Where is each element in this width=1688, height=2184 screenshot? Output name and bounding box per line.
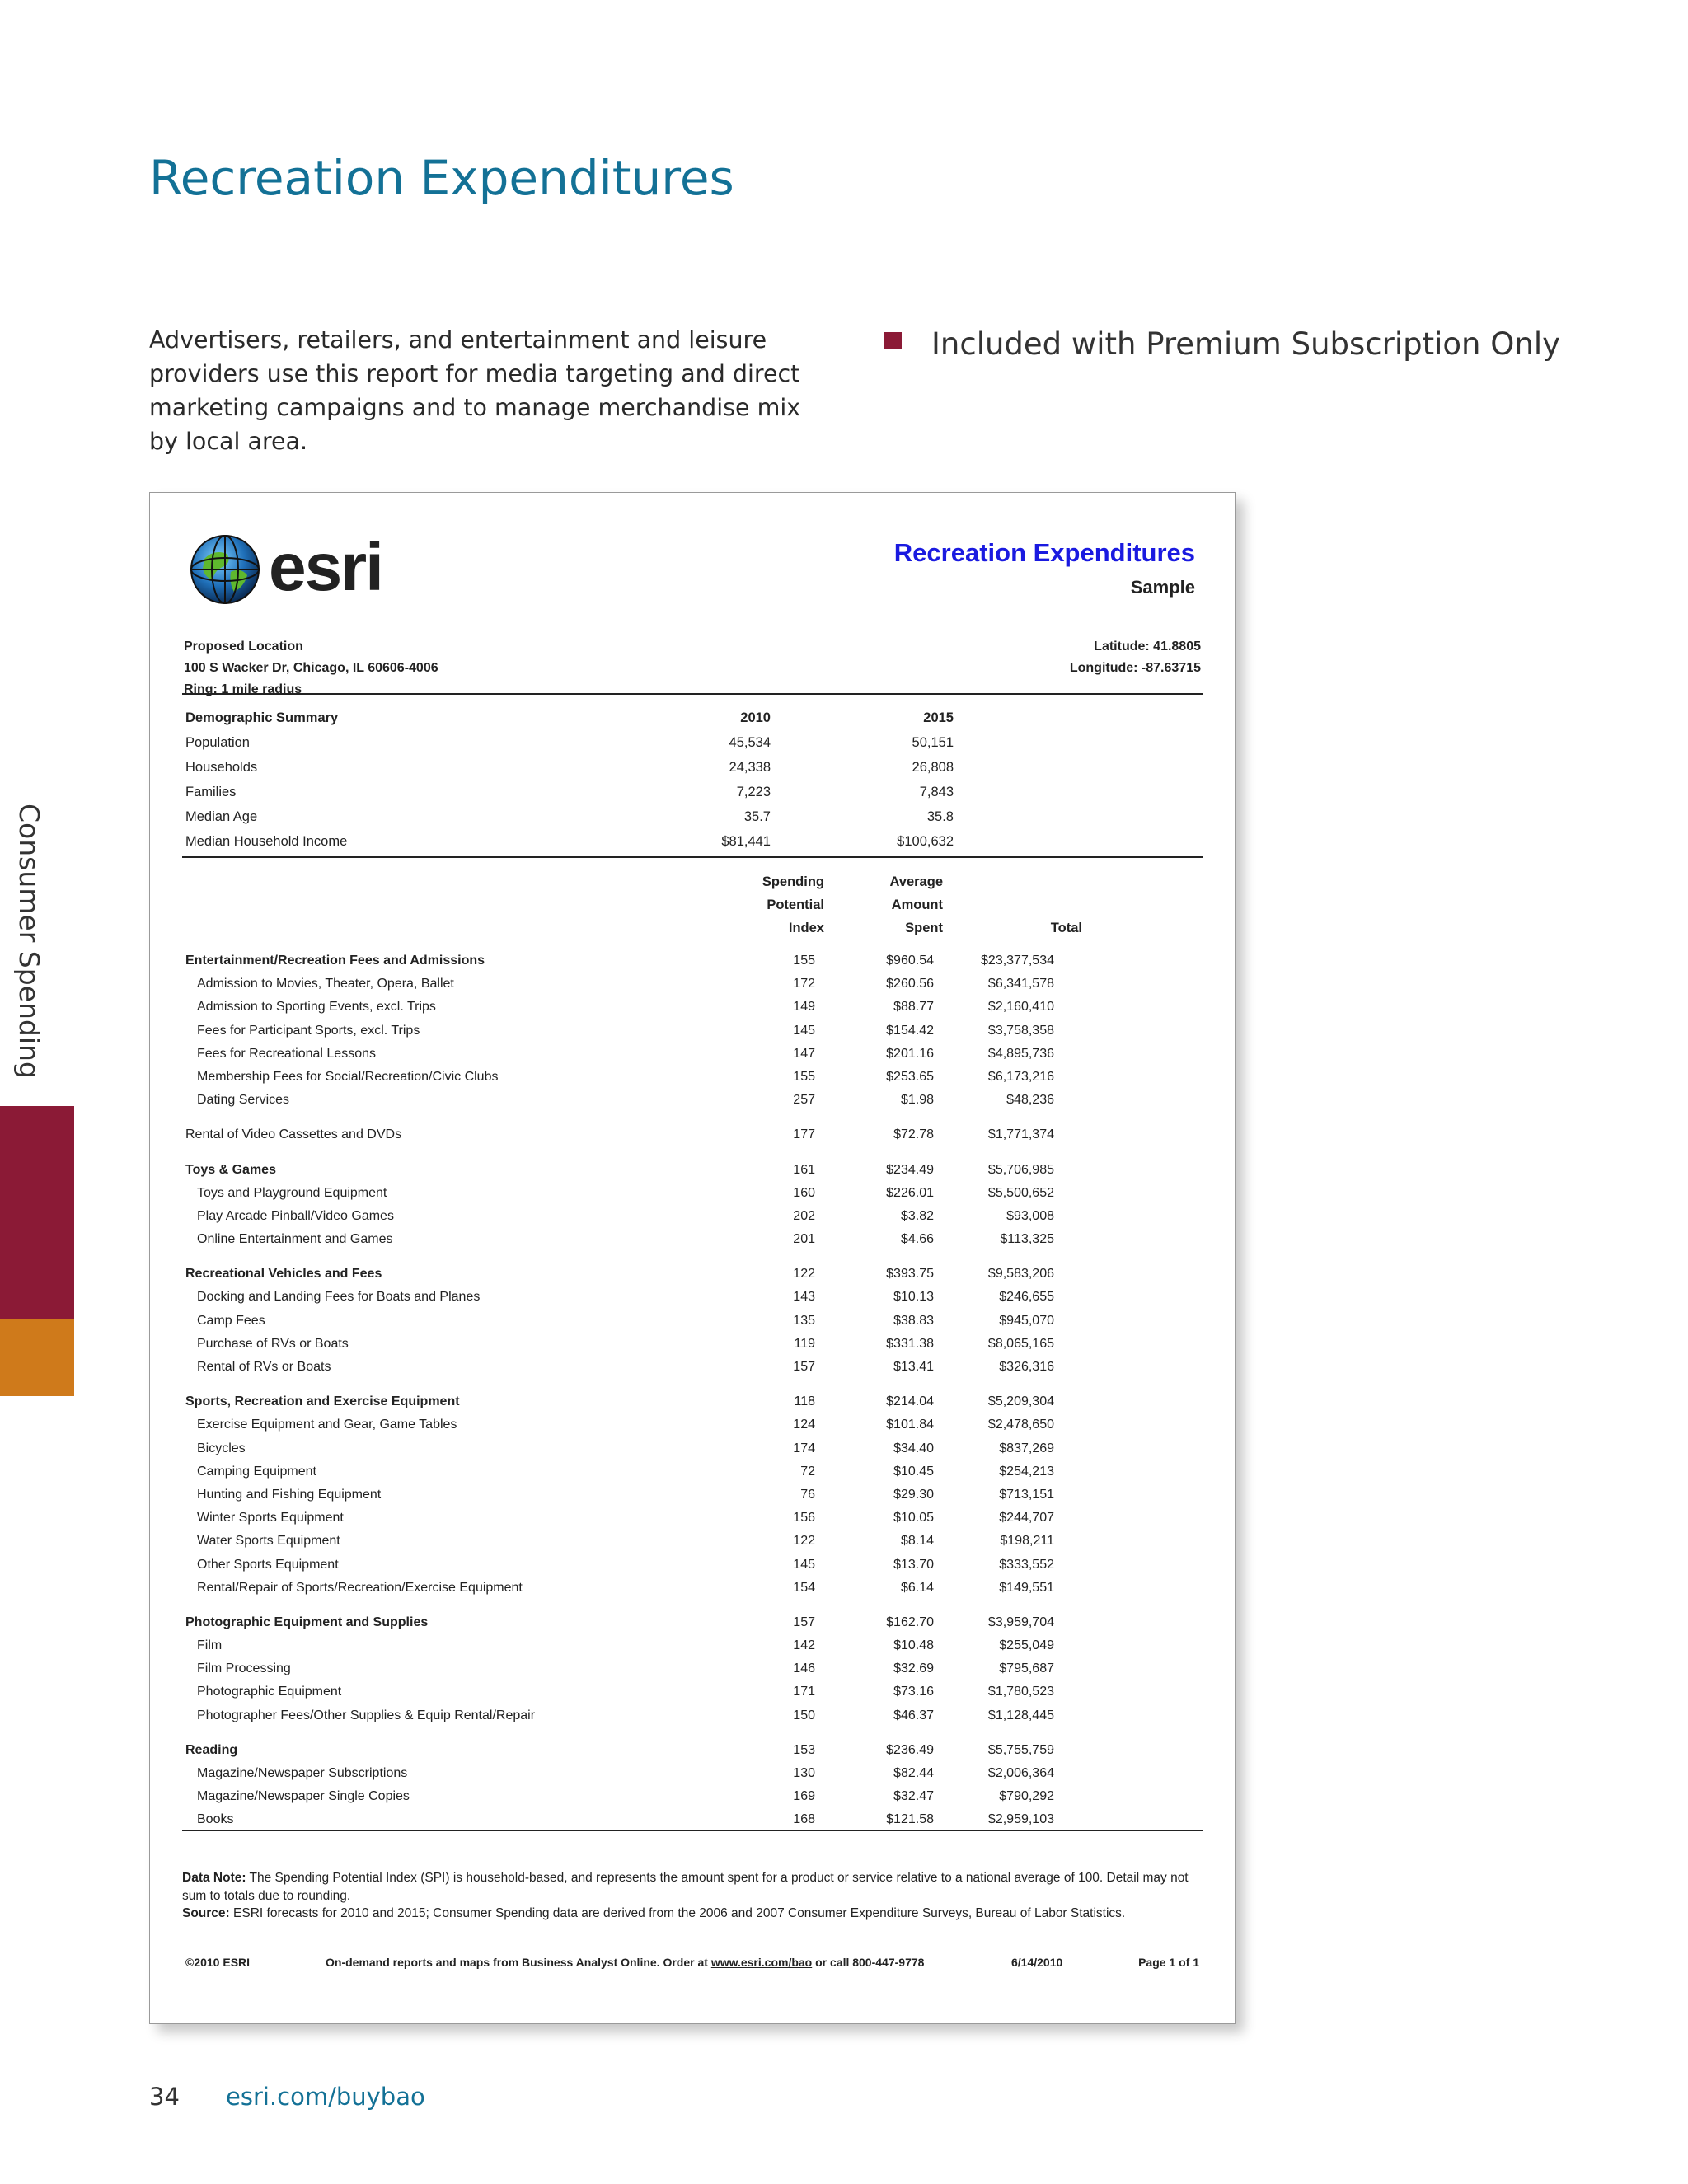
footer-url-link[interactable]: esri.com/buybao bbox=[226, 2083, 425, 2111]
header-line: Potential bbox=[767, 898, 824, 912]
header-line: Index bbox=[788, 921, 824, 935]
header-line: Spent bbox=[905, 921, 943, 935]
row-label: Admission to Movies, Theater, Opera, Ballet bbox=[197, 977, 454, 991]
value-2015: $100,632 bbox=[897, 834, 954, 849]
avg-spent-value: $154.42 bbox=[886, 1023, 934, 1038]
avg-spent-value: $32.47 bbox=[893, 1789, 934, 1804]
total-column-header: Total bbox=[1050, 921, 1082, 935]
footer-order-text: On-demand reports and maps from Business Analyst Online. Order at www.esri.com/bao or call 800-447-9778 bbox=[326, 1956, 925, 1969]
avg-spent-value: $34.40 bbox=[893, 1441, 934, 1455]
value-2015: 50,151 bbox=[912, 735, 954, 750]
subcategory-row bbox=[185, 1090, 1199, 1113]
total-value: $5,500,652 bbox=[987, 1185, 1054, 1200]
location-block bbox=[184, 636, 438, 701]
total-value: $9,583,206 bbox=[987, 1267, 1054, 1282]
total-value: $1,771,374 bbox=[987, 1127, 1054, 1142]
spi-value: 143 bbox=[793, 1290, 815, 1305]
row-label: Reading bbox=[185, 1742, 238, 1757]
premium-note bbox=[884, 326, 1560, 362]
avg-spent-value: $1.98 bbox=[900, 1093, 934, 1108]
spi-value: 257 bbox=[793, 1093, 815, 1108]
row-label: Families bbox=[185, 785, 237, 799]
total-value: $837,269 bbox=[999, 1441, 1054, 1455]
total-value: $23,377,534 bbox=[981, 954, 1054, 968]
value-2010: 24,338 bbox=[729, 760, 771, 775]
location-address: 100 S Wacker Dr, Chicago, IL 60606-4006 bbox=[184, 661, 438, 675]
avg-spent-value: $72.78 bbox=[893, 1127, 934, 1142]
spi-value: 153 bbox=[793, 1742, 815, 1757]
source-text: ESRI forecasts for 2010 and 2015; Consumer Spending data are derived from the 2006 and 2007 Consumer Expenditure Surveys, Bureau of Labor Statistics. bbox=[233, 1906, 1126, 1920]
esri-logo bbox=[190, 530, 404, 608]
location-label: Proposed Location bbox=[184, 640, 303, 654]
spi-value: 156 bbox=[793, 1511, 815, 1526]
avg-spent-value: $4.66 bbox=[900, 1232, 934, 1247]
total-value: $2,478,650 bbox=[987, 1418, 1054, 1432]
avg-spent-value: $73.16 bbox=[893, 1685, 934, 1699]
table-header-row bbox=[185, 707, 1199, 732]
report-sample bbox=[149, 492, 1236, 2024]
total-value: $1,780,523 bbox=[987, 1685, 1054, 1699]
row-label: Photographic Equipment and Supplies bbox=[185, 1615, 429, 1629]
spi-value: 146 bbox=[793, 1661, 815, 1676]
row-label: Other Sports Equipment bbox=[197, 1557, 339, 1572]
avg-spent-value: $10.45 bbox=[893, 1464, 934, 1479]
total-value: $945,070 bbox=[999, 1313, 1054, 1328]
report-subtitle: Sample bbox=[1130, 577, 1195, 598]
value-2010: 45,534 bbox=[729, 735, 771, 750]
avg-spent-value: $331.38 bbox=[886, 1336, 934, 1351]
row-label: Film bbox=[197, 1638, 223, 1653]
location-ring: Ring: 1 mile radius bbox=[184, 682, 302, 696]
row-label: Winter Sports Equipment bbox=[197, 1511, 344, 1526]
value-2010: 7,223 bbox=[736, 785, 771, 799]
total-value: $255,049 bbox=[999, 1638, 1054, 1653]
group-spacer bbox=[185, 1380, 1199, 1391]
avg-spent-value: $236.49 bbox=[886, 1742, 934, 1757]
subcategory-row bbox=[185, 1507, 1199, 1530]
data-note-text: The Spending Potential Index (SPI) is household-based, and represents the amount spent for a product or service relative to a national average of 100. Detail may not sum to totals due to rounding. bbox=[182, 1871, 1189, 1903]
total-value: $3,959,704 bbox=[987, 1615, 1054, 1629]
total-value: $244,707 bbox=[999, 1511, 1054, 1526]
value-2010: 35.7 bbox=[743, 809, 771, 824]
category-row bbox=[185, 1263, 1199, 1286]
avg-spent-value: $6.14 bbox=[900, 1580, 934, 1595]
side-tab-red bbox=[0, 1106, 74, 1319]
category-row bbox=[185, 1391, 1199, 1414]
row-label: Play Arcade Pinball/Video Games bbox=[197, 1208, 394, 1223]
subcategory-row bbox=[185, 1066, 1199, 1090]
avg-spent-value: $3.82 bbox=[900, 1208, 934, 1223]
total-value: $5,755,759 bbox=[987, 1742, 1054, 1757]
row-label: Bicycles bbox=[197, 1441, 246, 1455]
subcategory-row bbox=[185, 1577, 1199, 1601]
avg-spent-value: $13.41 bbox=[893, 1360, 934, 1374]
total-value: $254,213 bbox=[999, 1464, 1054, 1479]
spi-value: 171 bbox=[793, 1685, 815, 1699]
value-2015: 35.8 bbox=[926, 809, 954, 824]
spi-value: 76 bbox=[800, 1487, 815, 1502]
row-label: Purchase of RVs or Boats bbox=[197, 1336, 349, 1351]
row-label: Online Entertainment and Games bbox=[197, 1232, 393, 1247]
total-value: $4,895,736 bbox=[987, 1046, 1054, 1061]
row-label: Median Age bbox=[185, 809, 258, 824]
row-label: Hunting and Fishing Equipment bbox=[197, 1487, 382, 1502]
table-row bbox=[185, 831, 1199, 855]
demographic-summary-table bbox=[185, 707, 1199, 855]
spi-value: 154 bbox=[793, 1580, 815, 1595]
spi-value: 145 bbox=[793, 1557, 815, 1572]
row-label: Admission to Sporting Events, excl. Trips bbox=[197, 1000, 436, 1015]
subcategory-row bbox=[185, 996, 1199, 1019]
header-line: Amount bbox=[891, 898, 943, 912]
total-value: $149,551 bbox=[999, 1580, 1054, 1595]
spi-value: 119 bbox=[794, 1336, 815, 1351]
row-label: Camp Fees bbox=[197, 1313, 265, 1328]
subcategory-row bbox=[185, 1763, 1199, 1786]
spi-value: 145 bbox=[793, 1023, 815, 1038]
subcategory-row bbox=[185, 1635, 1199, 1658]
subcategory-row bbox=[185, 973, 1199, 996]
logo-wordmark: esri bbox=[269, 530, 382, 605]
total-value: $198,211 bbox=[1000, 1534, 1054, 1549]
subcategory-row bbox=[185, 1484, 1199, 1507]
avg-spent-value: $201.16 bbox=[886, 1046, 934, 1061]
subcategory-row bbox=[185, 1786, 1199, 1809]
square-bullet-icon bbox=[884, 332, 902, 349]
footer-copyright: ©2010 ESRI bbox=[185, 1956, 251, 1969]
avg-spent-column-header bbox=[889, 870, 943, 940]
spi-value: 172 bbox=[793, 977, 815, 991]
avg-spent-value: $10.48 bbox=[893, 1638, 934, 1653]
row-label: Docking and Landing Fees for Boats and Planes bbox=[197, 1290, 481, 1305]
row-label: Entertainment/Recreation Fees and Admissions bbox=[185, 954, 485, 968]
subcategory-row bbox=[185, 1438, 1199, 1461]
group-spacer bbox=[185, 1601, 1199, 1612]
spi-value: 177 bbox=[793, 1127, 815, 1142]
coordinates-block bbox=[1070, 636, 1201, 679]
subcategory-row bbox=[185, 1183, 1199, 1206]
row-label: Sports, Recreation and Exercise Equipment bbox=[185, 1394, 460, 1409]
total-value: $8,065,165 bbox=[987, 1336, 1054, 1351]
row-label: Camping Equipment bbox=[197, 1464, 316, 1479]
row-label: Population bbox=[185, 735, 250, 750]
subcategory-row bbox=[185, 1043, 1199, 1066]
subcategory-row bbox=[185, 1658, 1199, 1681]
spi-value: 150 bbox=[793, 1708, 815, 1722]
page-title: Recreation Expenditures bbox=[149, 150, 734, 206]
spi-value: 168 bbox=[793, 1812, 815, 1827]
subcategory-row bbox=[185, 1681, 1199, 1704]
spi-value: 142 bbox=[793, 1638, 815, 1653]
spi-value: 124 bbox=[793, 1418, 815, 1432]
spi-value: 161 bbox=[793, 1162, 815, 1177]
spi-value: 174 bbox=[793, 1441, 815, 1455]
total-value: $795,687 bbox=[999, 1661, 1054, 1676]
category-row bbox=[185, 1160, 1199, 1183]
total-value: $6,341,578 bbox=[987, 977, 1054, 991]
total-value: $713,151 bbox=[999, 1487, 1054, 1502]
row-label: Median Household Income bbox=[185, 834, 348, 849]
page-number: 34 bbox=[149, 2083, 180, 2111]
subcategory-row bbox=[185, 1414, 1199, 1437]
row-label: Film Processing bbox=[197, 1661, 291, 1676]
row-label: Fees for Recreational Lessons bbox=[197, 1046, 376, 1061]
footer-page: Page 1 of 1 bbox=[1138, 1956, 1199, 1969]
row-label: Photographer Fees/Other Supplies & Equip Rental/Repair bbox=[197, 1708, 536, 1722]
spi-value: 169 bbox=[793, 1789, 815, 1804]
longitude: Longitude: -87.63715 bbox=[1069, 661, 1201, 675]
category-row bbox=[185, 1124, 1199, 1147]
row-label: Exercise Equipment and Gear, Game Tables bbox=[197, 1418, 457, 1432]
spi-value: 160 bbox=[793, 1185, 815, 1200]
avg-spent-value: $260.56 bbox=[886, 977, 934, 991]
value-2015: 7,843 bbox=[919, 785, 954, 799]
spi-value: 155 bbox=[793, 954, 815, 968]
row-label: Rental of RVs or Boats bbox=[197, 1360, 331, 1374]
subcategory-row bbox=[185, 1286, 1199, 1310]
spi-value: 135 bbox=[793, 1313, 815, 1328]
spi-value: 122 bbox=[793, 1267, 815, 1282]
row-label: Toys and Playground Equipment bbox=[197, 1185, 387, 1200]
avg-spent-value: $253.65 bbox=[886, 1069, 934, 1084]
spi-value: 155 bbox=[793, 1069, 815, 1084]
row-label: Magazine/Newspaper Subscriptions bbox=[197, 1766, 408, 1780]
subcategory-row bbox=[185, 1229, 1199, 1252]
globe-icon bbox=[190, 534, 260, 605]
avg-spent-value: $214.04 bbox=[886, 1394, 934, 1409]
group-spacer bbox=[185, 1728, 1199, 1740]
premium-note-text: Included with Premium Subscription Only bbox=[931, 326, 1560, 362]
report-footer bbox=[185, 1956, 1199, 1972]
total-value: $3,758,358 bbox=[987, 1023, 1054, 1038]
avg-spent-value: $226.01 bbox=[886, 1185, 934, 1200]
row-label: Books bbox=[197, 1812, 234, 1827]
group-spacer bbox=[185, 1113, 1199, 1124]
avg-spent-value: $10.05 bbox=[893, 1511, 934, 1526]
total-value: $246,655 bbox=[999, 1290, 1054, 1305]
total-value: $5,209,304 bbox=[987, 1394, 1054, 1409]
category-row bbox=[185, 1740, 1199, 1763]
avg-spent-value: $393.75 bbox=[886, 1267, 934, 1282]
value-2010: $81,441 bbox=[721, 834, 771, 849]
divider bbox=[182, 693, 1203, 695]
spi-value: 72 bbox=[800, 1464, 815, 1479]
row-label: Photographic Equipment bbox=[197, 1685, 342, 1699]
avg-spent-value: $88.77 bbox=[893, 1000, 934, 1015]
header-cell: Demographic Summary bbox=[185, 710, 339, 725]
subcategory-row bbox=[185, 1020, 1199, 1043]
row-label: Water Sports Equipment bbox=[197, 1534, 340, 1549]
table-row bbox=[185, 781, 1199, 806]
header-line: Spending bbox=[762, 874, 824, 889]
avg-spent-value: $162.70 bbox=[886, 1615, 934, 1629]
source-label: Source: bbox=[182, 1906, 230, 1920]
value-2015: 26,808 bbox=[912, 760, 954, 775]
header-cell: 2010 bbox=[740, 710, 771, 725]
spi-value: 157 bbox=[793, 1360, 815, 1374]
avg-spent-value: $960.54 bbox=[886, 954, 934, 968]
divider bbox=[182, 856, 1203, 858]
avg-spent-value: $234.49 bbox=[886, 1162, 934, 1177]
category-row bbox=[185, 1612, 1199, 1635]
spi-value: 157 bbox=[793, 1615, 815, 1629]
spi-value: 122 bbox=[793, 1534, 815, 1549]
divider bbox=[182, 1830, 1203, 1831]
total-value: $5,706,985 bbox=[987, 1162, 1054, 1177]
subcategory-row bbox=[185, 1461, 1199, 1484]
header-line: Average bbox=[889, 874, 943, 889]
table-row bbox=[185, 757, 1199, 781]
total-value: $2,006,364 bbox=[987, 1766, 1054, 1780]
total-value: $6,173,216 bbox=[987, 1069, 1054, 1084]
latitude: Latitude: 41.8805 bbox=[1094, 640, 1201, 654]
total-value: $790,292 bbox=[999, 1789, 1054, 1804]
category-row bbox=[185, 950, 1199, 973]
side-section-label-text: Consumer Spending bbox=[13, 804, 45, 1079]
avg-spent-value: $38.83 bbox=[893, 1313, 934, 1328]
subcategory-row bbox=[185, 1705, 1199, 1728]
avg-spent-value: $10.13 bbox=[893, 1290, 934, 1305]
total-value: $326,316 bbox=[999, 1360, 1054, 1374]
row-label: Recreational Vehicles and Fees bbox=[185, 1267, 382, 1282]
footer-date: 6/14/2010 bbox=[1011, 1956, 1063, 1969]
data-note-label: Data Note: bbox=[182, 1871, 246, 1885]
row-label: Membership Fees for Social/Recreation/Civic Clubs bbox=[197, 1069, 499, 1084]
total-value: $48,236 bbox=[1006, 1093, 1054, 1108]
total-value: $333,552 bbox=[999, 1557, 1054, 1572]
avg-spent-value: $13.70 bbox=[893, 1557, 934, 1572]
avg-spent-value: $46.37 bbox=[893, 1708, 934, 1722]
row-label: Magazine/Newspaper Single Copies bbox=[197, 1789, 410, 1804]
subcategory-row bbox=[185, 1357, 1199, 1380]
spi-column-header bbox=[762, 870, 824, 940]
subcategory-row bbox=[185, 1333, 1199, 1357]
subcategory-row bbox=[185, 1554, 1199, 1577]
side-tab-orange bbox=[0, 1319, 74, 1396]
group-spacer bbox=[185, 1252, 1199, 1263]
subcategory-row bbox=[185, 1530, 1199, 1554]
spending-table bbox=[185, 950, 1199, 1833]
total-value: $2,160,410 bbox=[987, 1000, 1054, 1015]
spi-value: 202 bbox=[793, 1208, 815, 1223]
row-label: Rental/Repair of Sports/Recreation/Exercise Equipment bbox=[197, 1580, 523, 1595]
intro-paragraph: Advertisers, retailers, and entertainment and leisure providers use this report for media targeting and direct marketing campaigns and to manage merchandise mix by local area. bbox=[149, 326, 801, 455]
spi-value: 130 bbox=[793, 1766, 815, 1780]
row-label: Rental of Video Cassettes and DVDs bbox=[185, 1127, 402, 1142]
avg-spent-value: $82.44 bbox=[893, 1766, 934, 1780]
subcategory-row bbox=[185, 1206, 1199, 1229]
total-value: $93,008 bbox=[1006, 1208, 1054, 1223]
total-value: $2,959,103 bbox=[987, 1812, 1054, 1827]
row-label: Fees for Participant Sports, excl. Trips bbox=[197, 1023, 420, 1038]
bao-link[interactable]: www.esri.com/bao bbox=[710, 1956, 813, 1969]
row-label: Dating Services bbox=[197, 1093, 290, 1108]
data-note bbox=[182, 1869, 1203, 1923]
total-value: $113,325 bbox=[1000, 1232, 1054, 1247]
total-value: $1,128,445 bbox=[987, 1708, 1054, 1722]
table-row bbox=[185, 806, 1199, 831]
group-spacer bbox=[185, 1148, 1199, 1160]
side-section-label bbox=[12, 804, 45, 1084]
table-row bbox=[185, 732, 1199, 757]
header-cell: 2015 bbox=[923, 710, 954, 725]
avg-spent-value: $121.58 bbox=[886, 1812, 934, 1827]
avg-spent-value: $32.69 bbox=[893, 1661, 934, 1676]
subcategory-row bbox=[185, 1310, 1199, 1333]
report-title: Recreation Expenditures bbox=[893, 538, 1195, 567]
spi-value: 201 bbox=[793, 1232, 815, 1247]
spi-value: 147 bbox=[793, 1046, 815, 1061]
avg-spent-value: $29.30 bbox=[893, 1487, 934, 1502]
spi-value: 118 bbox=[794, 1394, 815, 1409]
avg-spent-value: $8.14 bbox=[900, 1534, 934, 1549]
spi-value: 149 bbox=[793, 1000, 815, 1015]
row-label: Households bbox=[185, 760, 258, 775]
avg-spent-value: $101.84 bbox=[886, 1418, 934, 1432]
row-label: Toys & Games bbox=[185, 1162, 276, 1177]
